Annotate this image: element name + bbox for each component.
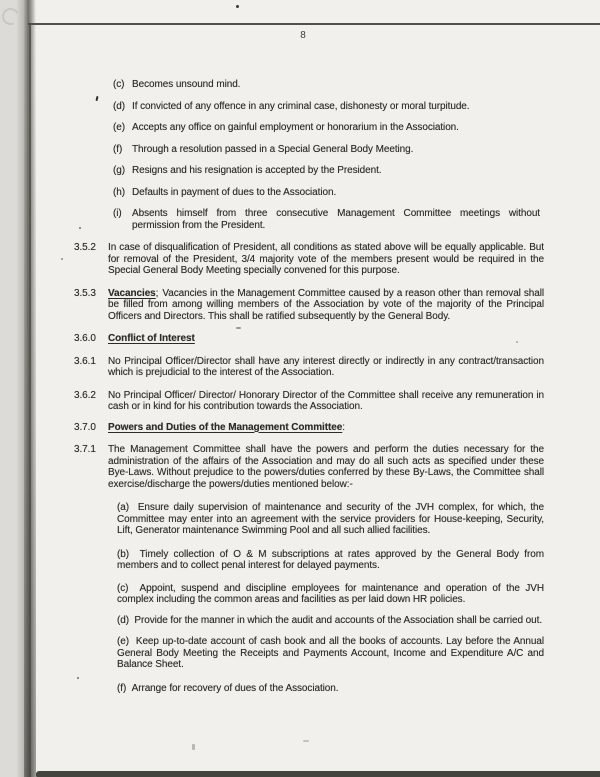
section-number: 3.6.2: [74, 389, 96, 401]
list-item-label: (c): [113, 79, 125, 90]
section-text: [108, 288, 544, 323]
duty-item-d: [117, 615, 544, 627]
duty-item-label: (d): [117, 614, 129, 626]
list-item-text: Through a resolution passed in a Special General Body Meeting.: [132, 143, 414, 155]
section-heading: Powers and Duties of the Management Committee: [108, 421, 343, 433]
section-3-5-3: [74, 288, 544, 323]
list-item-text: If convicted of any offence in any criminal case, dishonesty or moral turpitude.: [132, 100, 470, 112]
duty-item-text: Appoint, suspend and discipline employees for maintenance and operation of the JVH complex including the common areas and facilities as per laid down HR policies.: [117, 582, 544, 605]
section-heading-wrap: [108, 333, 544, 345]
scan-speck: [61, 258, 63, 260]
section-3-6-2: [74, 390, 544, 413]
duty-item-text: Arrange for recovery of dues of the Association.: [131, 682, 339, 694]
list-item-h: [113, 187, 544, 199]
list-item-text: Defaults in payment of dues to the Association.: [132, 186, 337, 198]
duty-item-a: [117, 502, 544, 537]
list-item-f: [113, 144, 544, 156]
duty-item-e: [117, 636, 544, 671]
document-content: [74, 0, 544, 705]
section-3-7-1: [74, 444, 544, 490]
section-number: 3.5.2: [74, 242, 96, 253]
list-item-d: [113, 101, 544, 113]
section-heading-wrap: [108, 422, 544, 434]
section-number: 3.7.1: [74, 444, 96, 455]
section-number: 3.5.3: [74, 287, 96, 299]
list-item-label: (f): [113, 143, 123, 155]
scan-bottom-bar: [36, 771, 600, 777]
scan-speck: [303, 740, 309, 742]
section-number: 3.6.0: [74, 333, 96, 344]
section-text-rest: Vacancies in the Management Committee caused by a reason other than removal shall be filled from among willing members of the Association by vote of the majority of the Principal Officers and Directors. This shall be ratified subsequently by the General Body.: [108, 287, 544, 322]
section-3-6-1: [74, 356, 544, 379]
list-item-label: (i): [113, 208, 122, 219]
duty-item-label: (a): [117, 502, 129, 513]
list-item-text: Accepts any office on gainful employment or honorarium in the Association.: [132, 122, 459, 133]
photocopy-left-border: [29, 23, 31, 777]
section-heading: Conflict of Interest: [108, 333, 195, 344]
list-item-label: (g): [113, 165, 125, 176]
duty-item-label: (e): [117, 636, 129, 647]
duty-item-text: Ensure daily supervision of maintenance and security of the JVH complex, for which, the Committee may enter into an agreement with the service providers for House-keeping, Security, Lift, Generator maintenance Swimming Pool and all such allied facilities.: [117, 502, 544, 536]
scan-speck: [192, 744, 195, 750]
section-number: 3.7.0: [74, 421, 96, 433]
list-item-e: [113, 122, 544, 134]
duty-item-label: (c): [117, 582, 129, 594]
section-lead-separator: ;: [155, 287, 159, 299]
duty-item-text: Timely collection of O & M subscriptions at rates approved by the General Body from members and to collect penal interest for delayed payments.: [117, 548, 544, 571]
section-3-7-0: [74, 422, 544, 434]
duty-item-b: [117, 549, 544, 572]
section-heading-colon: :: [342, 421, 345, 433]
duty-item-label: (f): [117, 682, 127, 694]
section-text: The Management Committee shall have the powers and perform the duties necessary for the administration of the affairs of the Association and may do all such acts as specified under these Bye-Laws. Without prejudice to the powers/duties conferred by these By-Laws, the Committee shall exercise/discharge the powers/duties mentioned below:-: [108, 444, 544, 490]
duty-item-text: Keep up-to-date account of cash book and all the books of accounts. Lay before the Annual General Body Meeting the Receipts and Payments Account, Income and Expenditure A/C and Balance Sheet.: [117, 636, 544, 670]
duty-item-text: Provide for the manner in which the audit and accounts of the Association shall be carried out.: [134, 614, 543, 626]
list-item-text: Becomes unsound mind.: [132, 79, 241, 90]
list-item-i: [113, 208, 544, 231]
list-item-text: Absents himself from three consecutive Management Committee meetings without permission from the President.: [132, 208, 540, 231]
list-item-text: Resigns and his resignation is accepted by the President.: [132, 165, 382, 176]
section-3-5-2: [74, 242, 544, 277]
duty-item-f: [117, 683, 544, 695]
section-text: No Principal Officer/Director shall have any interest directly or indirectly in any contract/transaction which is prejudicial to the interest of the Association.: [108, 355, 544, 378]
section-lead-word: Vacancies: [108, 287, 156, 299]
page-number: 8: [300, 30, 306, 41]
section-3-6-0: [74, 333, 544, 345]
duty-item-label: (b): [117, 548, 129, 560]
section-number: 3.6.1: [74, 355, 96, 367]
section-text: In case of disqualification of President, all conditions as stated above will be equally applicable. But for removal of the President, 3/4 majority vote of the members present would be required in the Special General Body Meeting specially convened for this purpose.: [108, 242, 544, 276]
list-item-c: [113, 79, 544, 91]
duty-item-c: [117, 583, 544, 606]
section-text: No Principal Officer/ Director/ Honorary Director of the Committee shall receive any remuneration in cash or in kind for his contribution towards the Association.: [108, 389, 544, 412]
list-item-label: (d): [113, 100, 125, 112]
list-item-g: [113, 165, 544, 177]
list-item-label: (e): [113, 122, 125, 133]
list-item-label: (h): [113, 186, 125, 198]
